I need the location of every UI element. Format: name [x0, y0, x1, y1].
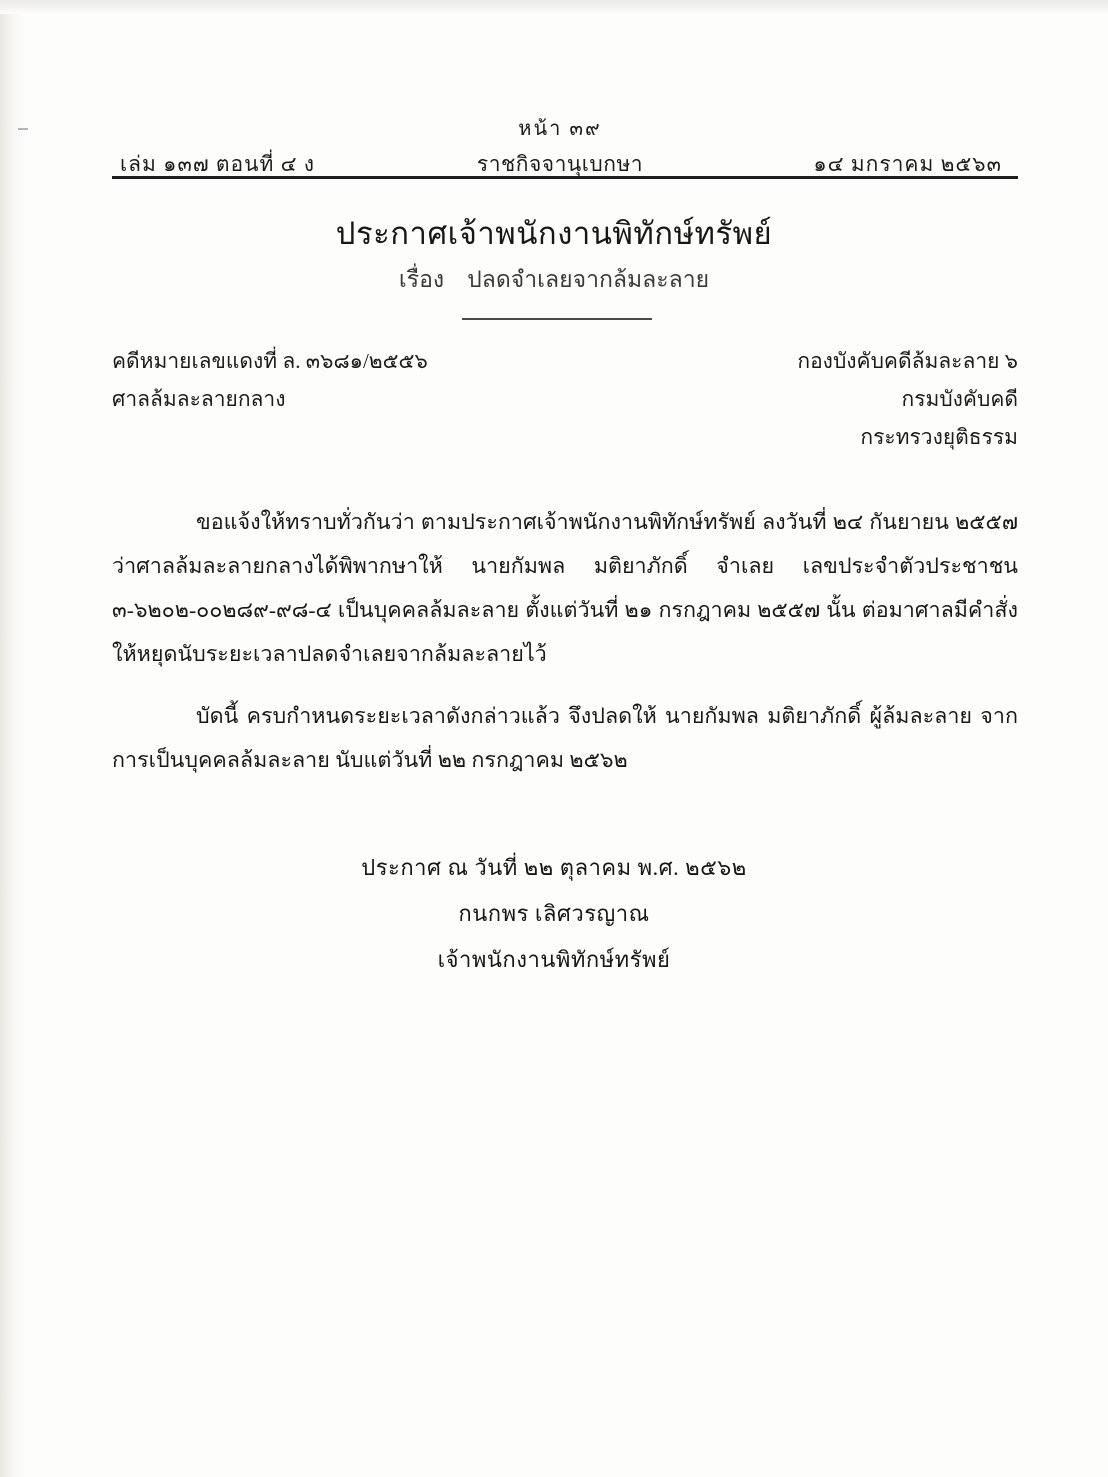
signature-block: [0, 845, 1108, 983]
meta-block: [112, 345, 1018, 459]
subject-label: เรื่อง: [398, 267, 445, 292]
department-name: กรมบังคับคดี: [901, 387, 1018, 411]
paragraph-2: [112, 694, 1018, 782]
subject-text: ปลดจำเลยจากล้มละลาย: [467, 267, 710, 292]
header-row: [110, 148, 1010, 178]
court-name: ศาลล้มละลายกลาง: [112, 387, 286, 411]
meta-row-1: [112, 345, 1018, 383]
publication-date: ๑๔ มกราคม ๒๕๖๓: [813, 152, 1002, 176]
paragraph-1: [112, 500, 1018, 676]
meta-row-2: [112, 383, 1018, 421]
office-name: กองบังคับคดีล้มละลาย ๖: [797, 349, 1018, 373]
paragraph-2-text: บัดนี้ ครบกำหนดระยะเวลาดังกล่าวแล้ว จึงปลดให้ นายกัมพล มติยาภักดิ์ ผู้ล้มละลาย จากการเป็นบุคคลล้มละลาย นับแต่วันที่ ๒๒ กรกฎาคม ๒๕๖๒: [112, 704, 1018, 772]
gazette-header: [110, 112, 1010, 178]
signatory-name: กนกพร เลิศวรญาณ: [458, 901, 650, 926]
page-title: ประกาศเจ้าพนักงานพิทักษ์ทรัพย์: [335, 216, 773, 251]
ministry-name: กระทรวงยุติธรรม: [860, 425, 1018, 449]
volume-part-label: เล่ม ๑๓๗ ตอนที่ ๔ ง: [120, 152, 315, 176]
meta-row-3: [112, 421, 1018, 459]
publication-name: ราชกิจจานุเบกษา: [476, 152, 644, 176]
signatory-role: เจ้าพนักงานพิทักษ์ทรัพย์: [437, 947, 671, 972]
paragraph-1-text: ขอแจ้งให้ทราบทั่วกันว่า ตามประกาศเจ้าพนักงานพิทักษ์ทรัพย์ ลงวันที่ ๒๔ กันยายน ๒๕๕๗ ว่าศาลล้มละลายกลางได้พิพากษาให้ นายกัมพล มติยาภักดิ์ จำเลย เลขประจำตัวประชาชน ๓-๖๒๐๒-๐๐๒๘๙-๙๘-๔ เป็นบุคคลล้มละลาย ตั้งแต่วันที่ ๒๑ กรกฎาคม ๒๕๕๗ นั้น ต่อมาศาลมีคำสั่งให้หยุดนับระยะเวลาปลดจำเลยจากล้มละลายไว้: [112, 510, 1018, 666]
subject-line: [0, 262, 1108, 298]
announcement-body: [112, 500, 1018, 800]
announcement-date: ประกาศ ณ วันที่ ๒๒ ตุลาคม พ.ศ. ๒๕๖๒: [361, 855, 747, 880]
header-divider: [112, 176, 1018, 179]
page-number-label: หน้า ๓๙: [518, 118, 602, 140]
case-number: คดีหมายเลขแดงที่ ล. ๓๖๘๑/๒๕๕๖: [112, 349, 428, 373]
title-divider: [462, 318, 652, 320]
